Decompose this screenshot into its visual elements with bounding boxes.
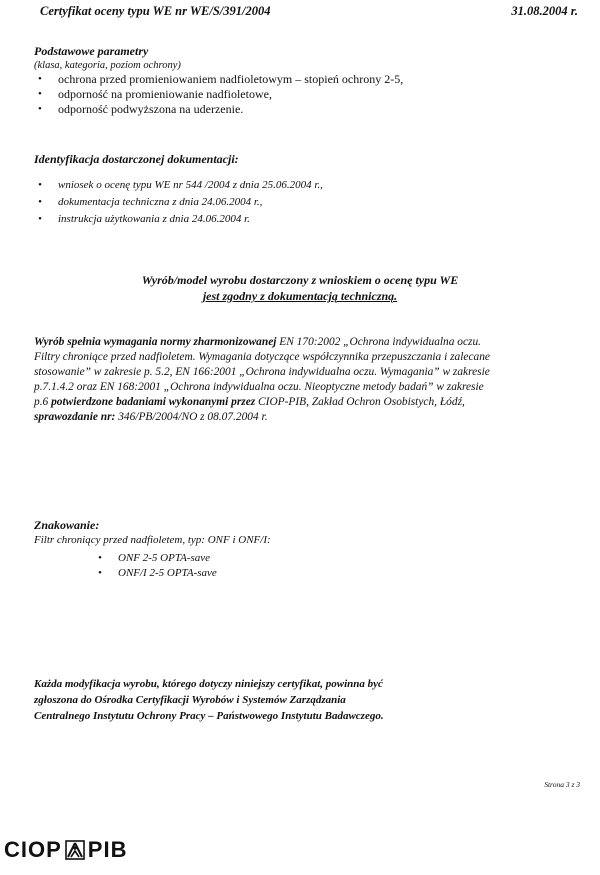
page-number: Strona 3 z 3 xyxy=(544,780,580,789)
list-item: • dokumentacja techniczna z dnia 24.06.2004 r., xyxy=(34,194,323,211)
conformity-line-1: Wyrób/model wyrobu dostarczony z wnioskiem o ocenę typu WE xyxy=(141,273,459,287)
requirements-text-6: 346/PB/2004/NO z 08.07.2004 r. xyxy=(115,411,268,423)
marking-intro: Filtr chroniący przed nadfioletem, typ: ONF i ONF/I: xyxy=(34,534,271,546)
marking-list xyxy=(94,551,217,581)
list-item: • ONF/I 2-5 OPTA-save xyxy=(94,566,217,581)
requirements-text-5-pre: p.6 xyxy=(34,396,52,408)
logo-text-pib: PIB xyxy=(87,837,128,862)
logo-text-ciop: CIOP xyxy=(4,837,62,862)
requirements-text-1: EN 170:2002 „Ochrona indywidualna oczu. xyxy=(276,336,482,348)
requirements-text-3: stosowanie” w zakresie p. 5.2, EN 166:2001 „Ochrona indywidualna oczu. Wymagania” w zakresie xyxy=(34,366,490,378)
list-item: • ochrona przed promieniowaniem nadfioletowym – stopień ochrony 2-5, xyxy=(34,72,403,87)
ciop-pib-logo-icon xyxy=(65,839,85,861)
requirements-paragraph xyxy=(34,335,594,425)
list-item: • odporność podwyższona na uderzenie. xyxy=(34,102,403,117)
requirements-text-2: Filtry chroniące przed nadfioletem. Wymagania dotyczące współczynnika przepuszczania i zalecane xyxy=(34,351,490,363)
certificate-title: Certyfikat oceny typu WE nr WE/S/391/2004 xyxy=(40,4,271,18)
list-item: • instrukcja użytkowania z dnia 24.06.2004 r. xyxy=(34,211,323,228)
documentation-list xyxy=(34,177,323,228)
basic-params-section xyxy=(34,44,403,117)
modification-line-2: zgłoszona do Ośrodka Certyfikacji Wyrobów i Systemów Zarządzania xyxy=(34,694,346,706)
ciop-pib-logo xyxy=(4,836,127,864)
list-item: • wniosek o ocenę typu WE nr 544 /2004 z dnia 25.06.2004 r., xyxy=(34,177,323,194)
modification-line-3: Centralnego Instytutu Ochrony Pracy – Państwowego Instytutu Badawczego. xyxy=(34,710,384,722)
conformity-line-2: jest zgodny z dokumentacją techniczną. xyxy=(202,289,398,303)
marking-section xyxy=(34,518,271,546)
list-item: • odporność na promieniowanie nadfioletowe, xyxy=(34,87,403,102)
modification-notice xyxy=(34,676,504,724)
documentation-heading: Identyfikacja dostarczonej dokumentacji: xyxy=(34,152,239,166)
basic-params-heading: Podstawowe parametry xyxy=(34,44,149,58)
marking-heading: Znakowanie: xyxy=(34,518,100,532)
requirements-text-4: p.7.1.4.2 oraz EN 168:2001 „Ochrona indywidualna oczu. Nieoptyczne metody badań” w zakresie xyxy=(34,381,484,393)
requirements-bold-5: potwierdzone badaniami wykonanymi przez xyxy=(51,396,256,408)
requirements-text-5: CIOP-PIB, Zakład Ochron Osobistych, Łódź, xyxy=(255,396,465,408)
basic-params-subheading: (klasa, kategoria, poziom ochrony) xyxy=(34,60,181,71)
certificate-date: 31.08.2004 r. xyxy=(511,4,578,18)
modification-line-1: Każda modyfikacja wyrobu, którego dotyczy niniejszy certyfikat, powinna być xyxy=(34,678,383,690)
documentation-section xyxy=(34,152,323,228)
basic-params-list xyxy=(34,72,403,117)
conformity-statement xyxy=(0,272,600,304)
requirements-bold-6: sprawozdanie nr: xyxy=(34,411,116,423)
requirements-bold-1: Wyrób spełnia wymagania normy zharmonizowanej xyxy=(34,336,277,348)
list-item: • ONF 2-5 OPTA-save xyxy=(94,551,217,566)
